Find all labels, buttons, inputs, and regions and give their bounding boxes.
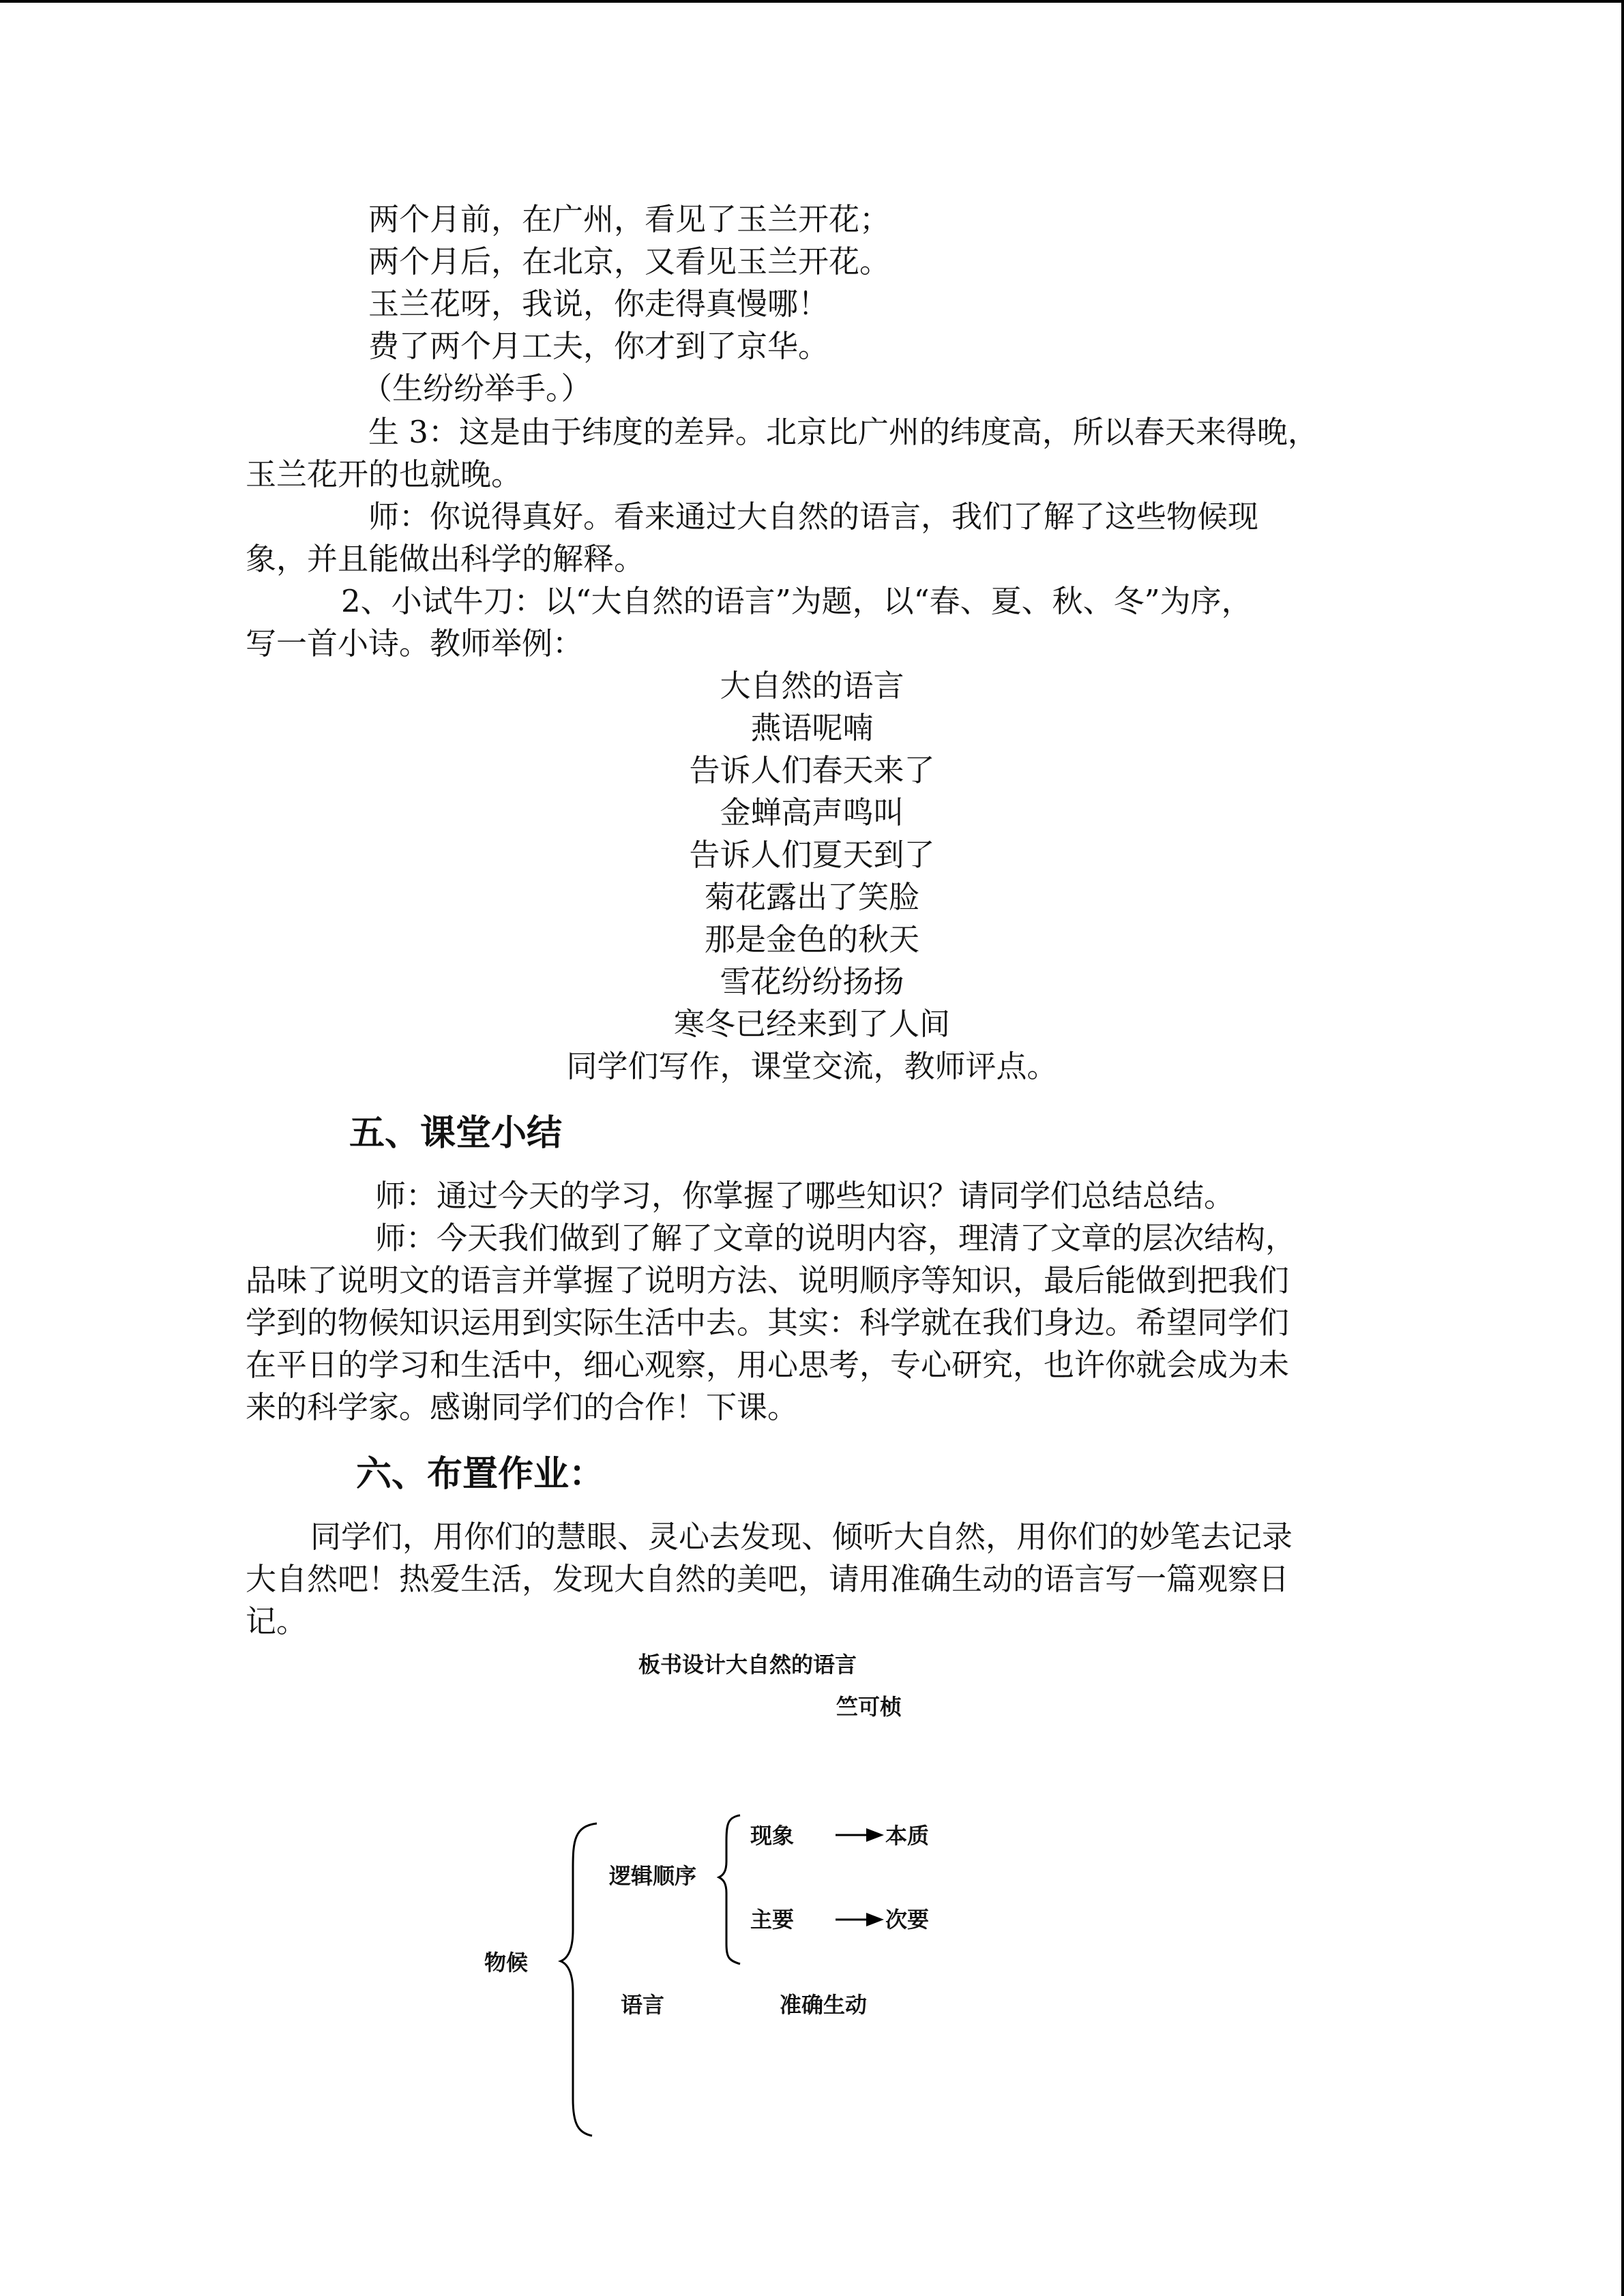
example-poem-line: 菊花露出了笑脸 [704, 879, 919, 915]
example-poem-line: 寒冬已经来到了人间 [673, 1006, 950, 1042]
example-poem-line: 雪花纷纷扬扬 [720, 964, 904, 1000]
example-poem-line: 金蝉高声鸣叫 [720, 794, 904, 831]
section5-summary-line: 在平日的学习和生活中，细心观察，用心思考，专心研究，也许你就会成为未 [246, 1347, 1290, 1383]
section5-heading: 五、课堂小结 [349, 1113, 563, 1154]
board-accurate-vivid: 准确生动 [780, 1992, 868, 2018]
board-secondary: 次要 [885, 1907, 930, 1933]
example-poem-footer: 同学们写作，课堂交流，教师评点。 [566, 1048, 1058, 1084]
section5-summary-line: 师：今天我们做到了解了文章的说明内容，理清了文章的层次结构， [375, 1220, 1297, 1256]
board-root: 物候 [484, 1950, 529, 1976]
board-essence: 本质 [885, 1823, 930, 1849]
example-poem-line: 那是金色的秋天 [704, 921, 919, 957]
section6-heading: 六、布置作业： [356, 1454, 605, 1495]
arrow-head [866, 1828, 884, 1842]
stage-direction: （生纷纷举手。） [361, 370, 592, 406]
poem-line-3: 玉兰花呀，我说，你走得真慢哪！ [368, 286, 829, 322]
example-poem-line: 燕语呢喃 [750, 710, 874, 746]
exercise-line-1: 2、小试牛刀：以“大自然的语言”为题，以“春、夏、秋、冬”为序， [341, 583, 1252, 619]
section6-body-line: 记。 [246, 1603, 308, 1639]
section6-body-line: 大自然吧！热爱生活，发现大自然的美吧，请用准确生动的语言写一篇观察日 [246, 1561, 1290, 1597]
board-logic-order: 逻辑顺序 [609, 1863, 697, 1889]
example-poem-line: 告诉人们夏天到了 [689, 837, 935, 873]
section5-summary-line: 品味了说明文的语言并掌握了说明方法、说明顺序等知识，最后能做到把我们 [246, 1262, 1290, 1298]
root-brace [561, 1823, 597, 2136]
section6-body-line: 同学们，用你们的慧眼、灵心去发现、倾听大自然，用你们的妙笔去记录 [310, 1519, 1293, 1555]
section5-summary-line: 来的科学家。感谢同学们的合作！下课。 [246, 1389, 799, 1425]
exercise-line-2: 写一首小诗。教师举例： [246, 625, 584, 661]
teacher-reply-line-1: 师：你说得真好。看来通过大自然的语言，我们了解了这些物候现 [368, 498, 1259, 535]
student3-line-1: 生 3：这是由于纬度的差异。北京比广州的纬度高，所以春天来得晚， [368, 414, 1318, 450]
student3-line-2: 玉兰花开的也就晚。 [246, 456, 522, 492]
poem-line-2: 两个月后，在北京，又看见玉兰开花。 [368, 243, 891, 280]
example-poem-title: 大自然的语言 [720, 668, 904, 704]
section5-teacher-question: 师：通过今天的学习，你掌握了哪些知识？请同学们总结总结。 [375, 1178, 1235, 1214]
arrow-head [866, 1913, 884, 1926]
board-language: 语言 [621, 1992, 665, 2018]
logic-brace [719, 1815, 740, 1964]
poem-line-4: 费了两个月工夫，你才到了京华。 [368, 328, 829, 364]
board-primary: 主要 [750, 1907, 795, 1933]
teacher-reply-line-2: 象，并且能做出科学的解释。 [246, 541, 645, 577]
board-author: 竺可桢 [836, 1694, 902, 1720]
board-phenomenon: 现象 [750, 1823, 795, 1849]
section5-summary-line: 学到的物候知识运用到实际生活中去。其实：科学就在我们身边。希望同学们 [246, 1304, 1290, 1341]
board-title: 板书设计大自然的语言 [638, 1652, 857, 1678]
poem-line-1: 两个月前，在广州，看见了玉兰开花； [368, 201, 891, 237]
example-poem-line: 告诉人们春天来了 [689, 752, 935, 788]
